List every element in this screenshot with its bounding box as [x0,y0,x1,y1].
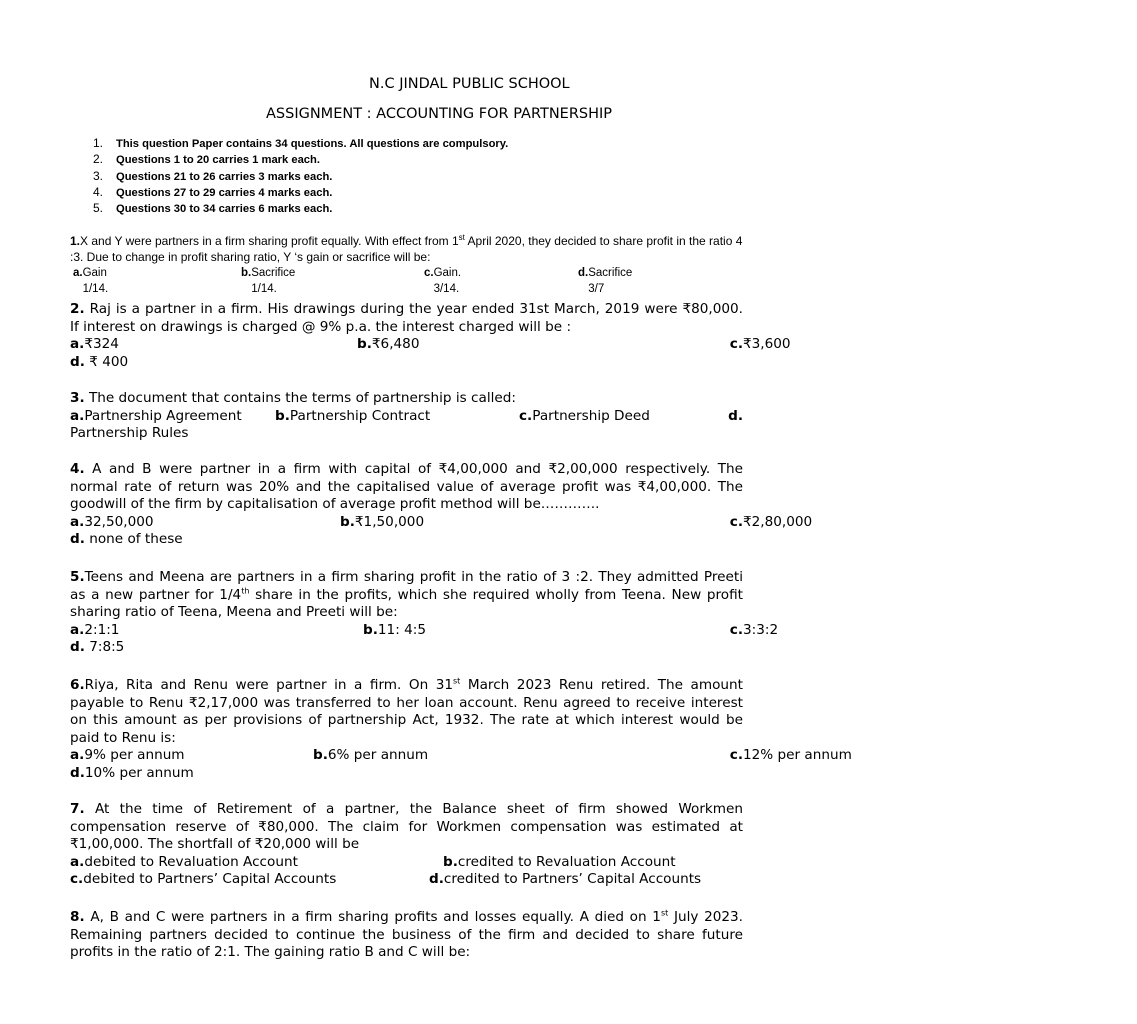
option-a: a. Gain 1/14. [73,267,109,295]
option-b: b. credited to Revaluation Account [443,853,676,870]
instruction-item [93,151,508,167]
question-4-options [70,513,813,532]
instruction-item [93,200,508,216]
question-1 [70,233,745,295]
question-4 [70,461,813,549]
question-6-text: 6.Riya, Rita and Renu were partner in a firm. On 31st March 2023 Renu retired. The amount payable to Renu ₹2,17,000 was transferred to her loan account. Renu agreed to receive interest on this amount as per provisions of partnership Act, 1932. The rate at which interest would be paid to Renu is: [70,676,743,746]
question-7 [70,801,743,889]
instruction-text: Questions 21 to 26 carries 3 marks each. [116,170,333,183]
question-5-text: 5.Teens and Meena are partners in a firm sharing profit in the ratio of 3 :2. They admitted Preeti as a new partner for 1/4th share in the profits, which she required wholly from Teena. New profit sharing ratio of Teena, Meena and Preeti will be: [70,569,743,621]
option-b: b. Sacrifice 1/14. [241,267,296,295]
instruction-text: This question Paper contains 34 questions. All questions are compulsory. [116,138,509,150]
option-d: d. [728,407,743,424]
question-number: 4. [70,461,85,477]
instruction-item [93,135,508,151]
question-number: 1. [70,234,81,248]
question-number: 2. [70,301,85,317]
instruction-text: Questions 27 to 29 carries 4 marks each. [116,186,333,199]
assignment-title: ASSIGNMENT : ACCOUNTING FOR PARTNERSHIP [266,106,613,122]
question-6 [70,676,852,783]
option-d: d. 7:8:5 [70,639,125,656]
question-number: 3. [70,390,85,406]
option-d: d. ₹ 400 [70,353,129,370]
instruction-number: 1. [93,136,104,150]
question-8-text: 8. A, B and C were partners in a firm sharing profits and losses equally. A died on 1st July 2023. Remaining partners decided to continue the business of the firm and decided to share future profits in the ratio of 2:1. The gaining ratio B and C will be: [70,908,743,961]
instruction-item [93,184,508,200]
question-number: 7. [70,801,85,817]
question-7-text: 7. At the time of Retirement of a partner, the Balance sheet of firm showed Workmen compensation reserve of ₹80,000. The claim for Workmen compensation was estimated at ₹1,00,000. The shortfall of ₹20,000 will be [70,801,743,853]
question-4-text: 4. A and B were partner in a firm with capital of ₹4,00,000 and ₹2,00,000 respectively. The normal rate of return was 20% and the capitalised value of average profit was ₹4,00,000. The goodwill of the firm by capitalisation of average profit method will be…………. [70,461,743,513]
question-3 [70,390,743,443]
question-6-options [70,747,852,765]
option-d: d. none of these [70,531,183,548]
option-b: b. 11: 4:5 [363,621,426,638]
instruction-number: 2. [93,152,104,167]
option-b: b. Partnership Contract [275,407,431,424]
question-2 [70,301,791,371]
question-8 [70,909,743,962]
option-b: b. 6% per annum [313,747,429,764]
question-number: 5. [70,569,85,585]
question-5 [70,569,779,657]
instruction-item [93,168,508,184]
option-a: a. ₹324 [70,336,119,353]
instruction-number: 3. [93,168,104,183]
option-d-text: Partnership Rules [70,425,189,442]
option-c: c. debited to Partners’ Capital Accounts [70,871,337,888]
question-7-options-row-2 [70,871,743,889]
option-a: a. Partnership Agreement [70,407,242,424]
question-number: 6. [70,677,85,693]
question-1-text: 1.X and Y were partners in a firm sharing profit equally. With effect from 1st April 2020, they decided to share profit in the ratio 4 :3. Due to change in profit sharing ratio, Y ‘s gain or sacrifice will be: [70,233,743,264]
option-d: d.10% per annum [70,764,194,781]
instruction-text: Questions 1 to 20 carries 1 mark each. [116,154,320,167]
question-2-text: 2. Raj is a partner in a firm. His drawings during the year ended 31st March, 2019 were ₹80,000. If interest on drawings is charged @ 9% p.a. the interest charged will be : [70,301,743,335]
option-c: c. ₹2,80,000 [729,513,813,530]
instruction-number: 4. [93,184,104,199]
option-d: d. Sacrifice 3/7 [578,267,633,295]
question-5-options [70,621,779,640]
option-d: d. credited to Partners’ Capital Accounts [429,871,702,888]
option-a: a. 9% per annum [70,747,185,764]
question-2-options [70,336,791,354]
option-c: c. 12% per annum [729,747,852,764]
option-a: a. 32,50,000 [70,513,154,530]
question-7-options-row-1 [70,854,743,872]
option-a: a. debited to Revaluation Account [70,853,298,870]
option-c: c. Gain. 3/14. [424,267,462,295]
instructions-list [93,135,508,216]
option-c: c. 3:3:2 [729,621,779,638]
question-3-options [70,408,743,426]
school-name: N.C JINDAL PUBLIC SCHOOL [369,76,570,92]
question-number: 8. [70,909,85,925]
option-c: c. ₹3,600 [729,336,791,353]
option-c: c. Partnership Deed [519,407,650,424]
option-a: a. 2:1:1 [70,621,120,638]
question-1-options [70,265,745,295]
question-3-text: 3. The document that contains the terms of partnership is called: [70,390,516,406]
option-b: b. ₹6,480 [357,336,420,353]
instruction-number: 5. [93,201,104,216]
instruction-text: Questions 30 to 34 carries 6 marks each. [116,203,333,216]
option-b: b. ₹1,50,000 [340,513,425,530]
